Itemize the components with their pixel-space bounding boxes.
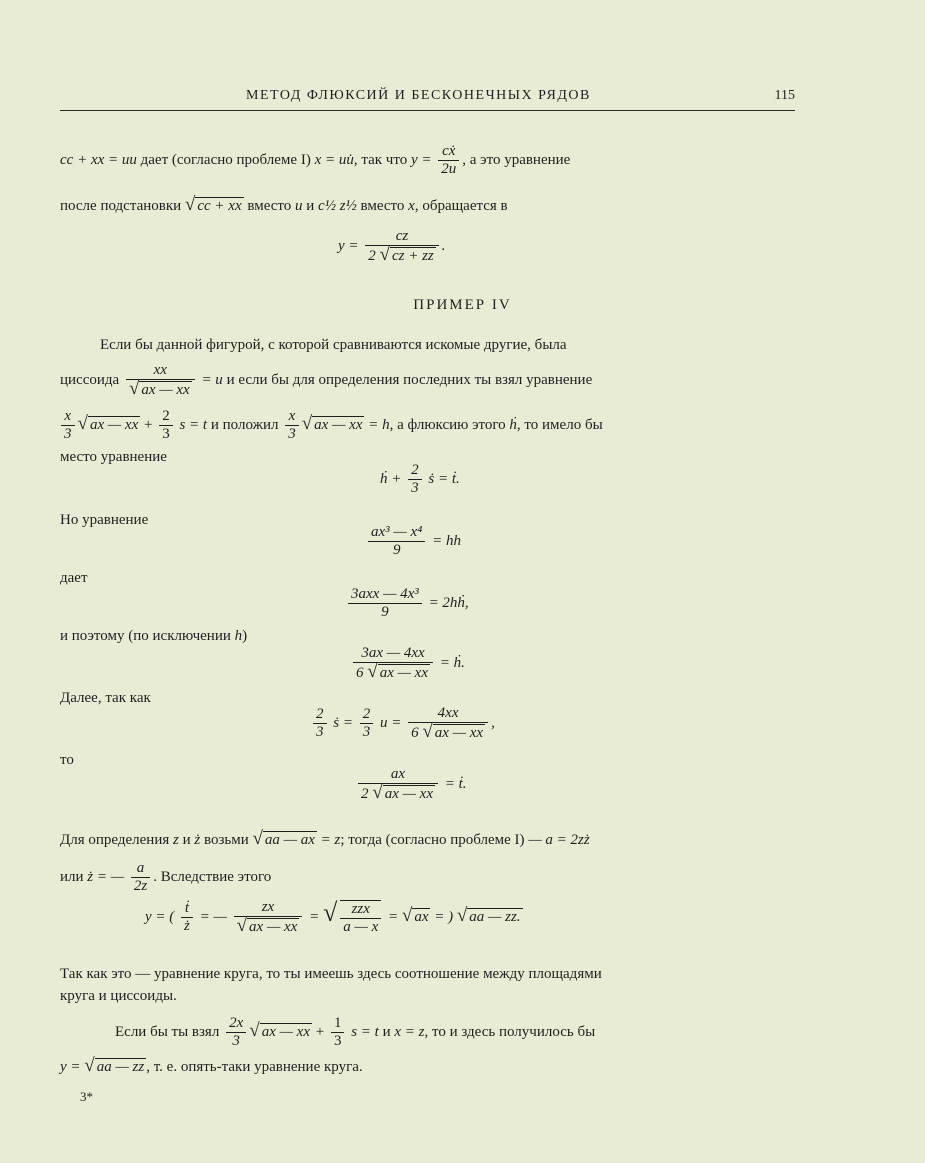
denominator: 6 √ ax — xx (356, 661, 428, 682)
text: дает (согласно проблеме I) (136, 151, 315, 168)
formula: = z (316, 832, 341, 848)
denominator: 2z (133, 878, 148, 894)
text: возьми (200, 832, 253, 848)
fraction (348, 586, 422, 621)
formula: ż = — (87, 868, 125, 885)
formula: z (173, 832, 179, 848)
fraction (360, 706, 374, 741)
denominator: √ ax — xx (128, 378, 190, 399)
text: u = (379, 714, 402, 731)
text-line-8: дает (60, 570, 88, 586)
radicand: aa — zz. (469, 909, 521, 925)
denominator: 2u (441, 161, 457, 177)
radicand: aa — zz (96, 1059, 145, 1075)
text-line-5 (58, 408, 603, 443)
fraction (313, 706, 327, 741)
equation-2 (380, 462, 460, 497)
denominator: 3 (162, 426, 170, 442)
square-root: √ aa — ax (252, 828, 315, 849)
text: циссоида (60, 371, 123, 388)
text: , то имело бы (516, 416, 603, 433)
radicand: ax — xx (379, 665, 428, 681)
denominator: 2 √ cz + zz (368, 244, 434, 265)
fraction (234, 899, 303, 936)
text: и положил (207, 416, 283, 433)
coefficient: 2 (368, 248, 376, 264)
equation-6 (310, 705, 495, 742)
formula: cc + xx = uu (60, 151, 137, 168)
fraction (438, 143, 459, 178)
text-line-15: круга и циссоиды. (60, 988, 177, 1004)
radicand: cc + xx (197, 198, 242, 214)
numerator: cẋ (438, 143, 459, 161)
text: , обращается в (414, 198, 508, 214)
formula: u (295, 198, 303, 214)
text: ṡ = (333, 714, 353, 731)
fraction (331, 1015, 345, 1050)
denominator: 2 √ ax — xx (361, 782, 433, 803)
text: и (378, 1023, 395, 1040)
text: = (388, 909, 399, 925)
fraction (408, 462, 422, 497)
numerator: 2 (408, 462, 422, 480)
text: y = ( (145, 909, 175, 925)
numerator: 3ax — 4xx (353, 645, 433, 663)
equation-4 (345, 586, 469, 621)
text-line-13 (60, 860, 271, 895)
numerator: 2 (360, 706, 374, 724)
text: вместо (356, 198, 409, 214)
radicand: ax — xx (384, 786, 433, 802)
text: ; тогда (согласно проблеме I) (340, 832, 529, 848)
fraction (131, 860, 150, 895)
fraction (285, 408, 299, 443)
text: Для определения (60, 832, 173, 848)
denominator: 9 (381, 604, 389, 620)
running-header (60, 88, 795, 111)
square-root: √ aa — zz. (456, 905, 521, 926)
radicand: cz + zz (391, 248, 434, 264)
rhs: = 2hḣ, (428, 594, 469, 611)
text: + (312, 1023, 328, 1040)
denominator: 6 √ ax — xx (411, 721, 484, 742)
numerator: 2x (226, 1015, 246, 1033)
numerator: zzx (340, 901, 381, 919)
text-line-7: Но уравнение (60, 512, 149, 528)
formula: ż (194, 832, 201, 848)
numerator: zx (234, 899, 303, 917)
denominator: 3 (316, 724, 324, 740)
formula: h (234, 628, 243, 644)
rhs: = hh (432, 532, 461, 549)
text: , т. е. опять-таки уравнение круга. (146, 1059, 363, 1075)
lhs: y = (338, 237, 359, 254)
equation-1: y = $\frac{cz}{2 √ cz + zz}$ . (338, 228, 446, 265)
text: ) (242, 628, 248, 644)
numerator: xx (126, 362, 195, 380)
square-root: √ aa — zz (84, 1055, 145, 1076)
text-line-10: Далее, так как (60, 690, 151, 706)
text-line-14: Так как это — уравнение круга, то ты имеешь здесь соотношение между площадями (60, 966, 602, 982)
signature-mark: 3* (80, 1089, 93, 1104)
square-root: √ ax — xx (249, 1019, 310, 1041)
coefficient: 2 (361, 786, 369, 802)
denominator: a — x (343, 918, 379, 935)
square-root: √ cc + xx (184, 194, 242, 215)
text: или (60, 868, 88, 885)
square-root: √ ax — xx (77, 412, 139, 434)
equation-7 (355, 766, 467, 803)
denominator: 3 (64, 426, 72, 442)
equation-8 (145, 898, 523, 936)
denominator: 3 (362, 724, 371, 740)
text: вместо (243, 198, 295, 214)
text-line-11: то (60, 752, 74, 768)
text: и поэтому (по исключении (60, 628, 235, 644)
numerator: 2 (159, 408, 173, 426)
text: и если бы для определения последних ты взял уравнение (222, 371, 593, 388)
numerator: a (131, 860, 150, 878)
square-root: √ $\frac{\text{zzx}}{a — x}$ (323, 898, 384, 936)
text: , а это уравнение (462, 151, 571, 168)
text: , то и здесь получилось бы (424, 1023, 596, 1040)
radicand: ax — xx (141, 382, 190, 398)
formula: x = z (394, 1023, 425, 1040)
page-number: 115 (774, 88, 795, 103)
text: . Вследствие этого (153, 868, 272, 885)
text-line-12 (60, 829, 590, 850)
fraction (358, 766, 438, 803)
formula: s = t (175, 416, 208, 433)
radicand: ax (414, 909, 429, 925)
text: после подстановки (60, 198, 185, 214)
numerator: ax (358, 766, 438, 784)
rhs: = ḣ. (439, 654, 465, 671)
fraction (353, 645, 433, 682)
text-line-3: Если бы данной фигурой, с которой сравниваются искомые другие, была (100, 337, 567, 353)
denominator: 3 (232, 1033, 240, 1049)
formula: s = t (347, 1023, 379, 1040)
numerator: 2 (313, 706, 327, 724)
square-root: √ ax (401, 905, 429, 926)
formula: = h (364, 416, 390, 433)
numerator: ṫ (181, 900, 193, 918)
text: = ) (434, 909, 454, 925)
rhs: ṡ = ṫ. (428, 470, 460, 487)
radicand: ax — xx (261, 1023, 310, 1040)
text: , так что (353, 151, 411, 168)
formula: y = (410, 151, 432, 168)
text: = — (199, 909, 227, 925)
numerator: 1 (331, 1015, 345, 1033)
equation-5 (350, 645, 465, 682)
numerator: ax³ — x⁴ (368, 524, 425, 542)
text-line-9 (60, 626, 247, 646)
formula: x = uu̇ (314, 151, 354, 168)
formula: = u (197, 371, 223, 388)
numerator: 4xx (408, 705, 488, 723)
formula: y = (60, 1059, 85, 1075)
formula: x (408, 198, 415, 214)
text: , а флюксию этого (389, 416, 510, 433)
radicand: ax — xx (89, 416, 139, 433)
lhs: ḣ + (380, 470, 402, 487)
formula: — a = 2zż (528, 832, 590, 848)
numerator: 3axx — 4x³ (348, 586, 422, 604)
text-line-17 (60, 1056, 363, 1077)
text-line-2 (60, 195, 508, 216)
fraction (365, 228, 438, 265)
rhs: = ṫ. (444, 775, 467, 792)
denominator: 3 (333, 1033, 342, 1049)
denominator: 9 (392, 542, 401, 558)
fraction (126, 362, 195, 399)
denominator: ż (184, 918, 190, 935)
numerator: cz (365, 228, 438, 246)
coefficient: 6 (411, 725, 419, 741)
radicand: ax — xx (249, 919, 298, 936)
fraction (181, 900, 193, 935)
text-line-6: место уравнение (60, 449, 167, 465)
text: = (309, 909, 320, 925)
fraction (159, 408, 173, 443)
formula: ḣ (509, 416, 517, 433)
text: + (140, 416, 157, 433)
fraction (61, 408, 75, 443)
radicand: ax — xx (434, 725, 484, 741)
square-root: √ ax — xx (301, 412, 363, 434)
numerator: x (285, 408, 299, 426)
denominator: 3 (288, 426, 296, 442)
denominator: √ ax — xx (236, 915, 298, 937)
numerator: x (61, 408, 75, 426)
fraction (226, 1015, 246, 1050)
section-title: ПРИМЕР IV (413, 297, 512, 313)
text: и (178, 832, 195, 848)
text: и (302, 198, 319, 214)
denominator: 3 (411, 480, 419, 496)
text-line-4 (60, 362, 592, 399)
equation-3 (365, 524, 461, 559)
radicand: ax — xx (314, 416, 363, 433)
fraction (368, 524, 425, 559)
text-line-16 (115, 1015, 595, 1050)
text-line-1 (60, 143, 570, 178)
header-title: МЕТОД ФЛЮКСИЙ И БЕСКОНЕЧНЫХ РЯДОВ (246, 88, 591, 103)
text: , (491, 714, 495, 731)
radicand: aa — ax (264, 832, 315, 848)
text: Если бы ты взял (115, 1023, 224, 1040)
fraction (408, 705, 488, 742)
coefficient: 6 (356, 665, 364, 681)
formula: c½ z½ (318, 198, 357, 214)
